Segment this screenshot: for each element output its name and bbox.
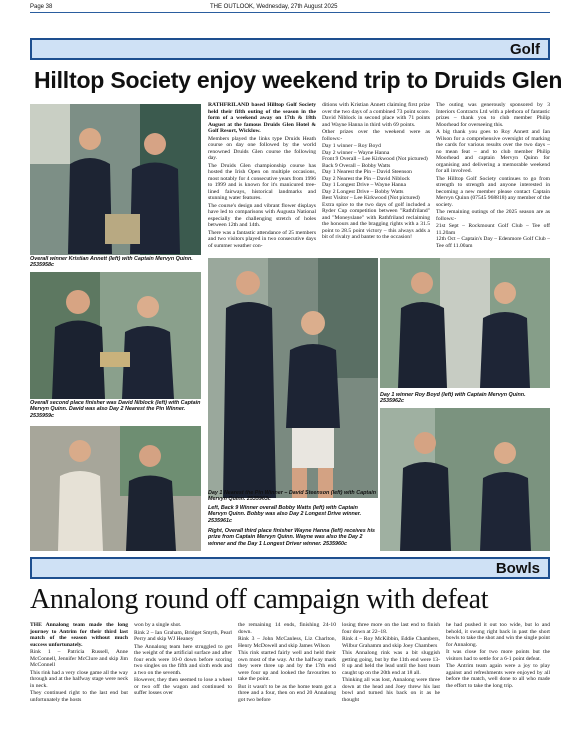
golf-paragraph: There was a fantastic attendance of 25 members and two visitors played in two consecutive days of summer weather con- bbox=[208, 229, 316, 249]
bowls-paragraph: It was close for two more points but the visitors had to settle for a 6-1 point defeat. bbox=[446, 649, 550, 662]
golf-prize-line: Back 9 Overall – Bobby Watts bbox=[322, 162, 391, 169]
golf-text-column-2 bbox=[322, 102, 430, 257]
photo-kristian-annett bbox=[30, 104, 201, 255]
bowls-paragraph: They continued right to the last end but unfortunately the hosts bbox=[30, 690, 128, 703]
golf-paragraph: Members played the links type Druids Heath course on day one followed by the world renowned Druids Glen course the following day. bbox=[208, 135, 316, 161]
golf-text-column-3 bbox=[436, 102, 550, 257]
golf-headline: Hilltop Society enjoy weekend trip to Druids Glen bbox=[34, 67, 563, 93]
golf-prize-line: Day 1 Longest Drive – Wayne Hanna bbox=[322, 182, 406, 188]
bowls-paragraph: However, they then seemed to lose a wheel or two off the wagon and continued to suffer losses over bbox=[134, 677, 232, 696]
golf-prize-line: Day 2 Longest Drive – Bobby Watts bbox=[322, 188, 404, 195]
golf-text-column-1 bbox=[208, 102, 316, 257]
bowls-paragraph: This Annalong rink was a bit sluggish getting going, but by the 11th end were 13-8 up and held the lead until the host team caught up on the 20th end at 18 all. bbox=[342, 650, 440, 676]
golf-paragraph: Extra spice to the two days of golf included a Ryder Cup competition between "Rathfriland" and "Moneyslane" with Rathfriland reclaiming the honours and the bragging rights with a 31.5 point to 28.5 point victory – this always adds a bit of rivalry and banter to the occasion! bbox=[322, 201, 430, 240]
golf-paragraph: ditions with Kristian Annett claiming first prize over the two days of a combined 73 point score. David Niblock in second place with 71 points and Wayne Hanna in third with 69 points. bbox=[322, 102, 430, 128]
bowls-paragraph: Thinking all was lost, Annalong were three down at the head and Joey threw his last bowl and turned his back on it as he thought bbox=[342, 677, 440, 703]
bowls-paragraph: THE Annalong team made the long journey to Antrim for their third last match of the season without much success unfortunately. bbox=[30, 622, 128, 648]
golf-fixture-line: 12th Oct – Captain's Day – Edenmore Golf Club – Tee off 11.00am bbox=[436, 236, 550, 249]
bowls-section-bar bbox=[30, 557, 550, 579]
golf-paragraph: A big thank you goes to Roy Annett and Ian Wilson for a comprehensive oversight of marking the cards for various results over the two days – no mean feat – and to club member Philip Moorhead and captain Mervyn Quinn for organising and delivering a memorable weekend for all involved. bbox=[436, 129, 550, 174]
bowls-paragraph: But it wasn't to be as the home team got a three and a four, then on end 20 Annalong got two before bbox=[238, 683, 336, 703]
golf-paragraph: The Hilltop Golf Society continues to go from strength to strength and anyone interested in becoming a new member please contact Captain Mervyn Quinn (07545 968818) any member of the society. bbox=[436, 175, 550, 208]
bowls-paragraph: The Antrim team again were a joy to play against and refreshments were enjoyed by all before the match, well done to all who made the effort to take the long trip. bbox=[446, 663, 550, 689]
caption-david-steenson: Day 1 Nearest the Pin Winner – David Steenson (left) with Captain Mervyn Quinn. 2535963c bbox=[208, 490, 376, 503]
golf-prize-line: Day 1 Nearest the Pin – David Steenson bbox=[322, 169, 412, 175]
bowls-section-label: Bowls bbox=[495, 560, 540, 577]
golf-paragraph: RATHFRILAND based Hilltop Golf Society held their fifth outing of the season in the form of a weekend away on 17th & 18th August at the famous Druids Glen Hotel & Golf Resort, Wicklow. bbox=[208, 102, 316, 134]
golf-section-bar bbox=[30, 38, 550, 60]
bowls-paragraph: This rink had a very close game all the way through and at the halfway stage were neck in neck. bbox=[30, 669, 128, 689]
caption-kristian-annett: Overall winner Kristian Annett (left) with Captain Mervyn Quinn. 2535958c bbox=[30, 256, 193, 269]
bowls-paragraph: This rink started fairly well and held their own most of the way. At the halfway mark they were three up and by the 17th end were four up and looked the favourites to take the point. bbox=[238, 650, 336, 682]
top-rule bbox=[30, 12, 550, 13]
golf-section-label: Golf bbox=[510, 41, 540, 58]
bowls-paragraph: he had pushed it out too wide, but lo and behold, it swung right back in past the short bowls to take the shot and win the single point for Annalong. bbox=[446, 622, 550, 648]
golf-prize-line: Day 2 Nearest the Pin – David Niblock bbox=[322, 175, 410, 182]
photo-wayne-hanna bbox=[380, 408, 550, 551]
caption-roy-boyd: Day 1 winner Roy Boyd (left) with Captain Mervyn Quinn. 2535962c bbox=[380, 392, 526, 405]
golf-prize-line: Best Visitor – Lee Kirkwood (Not pictured) bbox=[322, 195, 420, 201]
golf-prize-line: Day 1 winner – Roy Boyd bbox=[322, 143, 381, 149]
bowls-text-column-5 bbox=[446, 622, 550, 734]
golf-paragraph: The course's design and vibrant flower displays have led to comparisons with Augusta National especially the challenging stretch of holes between 12th and 14th. bbox=[208, 202, 316, 228]
golf-paragraph: Other prizes over the weekend were as follows:- bbox=[322, 129, 430, 142]
bowls-paragraph: losing three more on the last end to finish four down at 22–18. bbox=[342, 622, 440, 635]
golf-prize-line: Day 2 winner – Wayne Hanna bbox=[322, 149, 390, 156]
bowls-paragraph: the remaining 14 ends, finishing 24-10 down. bbox=[238, 622, 336, 635]
bowls-text-column-2 bbox=[134, 622, 232, 734]
golf-paragraph: The remaining outings of the 2025 season are as follows:- bbox=[436, 209, 550, 222]
golf-paragraph: The Druids Glen championship course has hosted the Irish Open on multiple occasions, most notably for 4 consecutive years from 1996 to 1999 and is known for it's manicured tree-lined fairways, historical landmarks and stunning water features. bbox=[208, 162, 316, 201]
caption-bobby-watts: Left, Back 9 Winner overall Bobby Watts (left) with Captain Mervyn Quinn. Bobby was also Day 2 Longest Drive winner. 2535961c bbox=[208, 505, 362, 524]
golf-paragraph: The outing was generously sponsored by 3 Interiors Contracts Ltd with a plethora of fantastic prizes – thank you to club member Philip Moorhead for overseeing this. bbox=[436, 102, 550, 128]
bowls-paragraph: Rink 2 – Ian Graham, Bridget Smyth, Pearl Perry and skip WJ Heaney bbox=[134, 629, 232, 642]
page-number: Page 38 bbox=[30, 4, 53, 10]
photo-david-steenson bbox=[30, 426, 201, 551]
bowls-headline: Annalong round off campaign with defeat bbox=[30, 584, 489, 615]
masthead-date: THE OUTLOOK, Wednesday, 27th August 2025 bbox=[210, 4, 338, 10]
caption-wayne-hanna: Right, Overall third place finisher Wayne Hanna (left) receives his prize from Captain Mervyn Quinn. Wayne was also the Day 2 winner and the Day 1 Longest Driver winner. 2535960c bbox=[208, 528, 376, 547]
bowls-paragraph: The Annalong team here struggled to get the weight of the artificial surface and after four ends were 10-0 down before scoring two singles on the fifth and sixth ends and a two on the seventh. bbox=[134, 643, 232, 676]
photo-bobby-watts bbox=[208, 258, 378, 498]
bowls-paragraph: Rink 1 – Patricia Russell, Anne McConnell, Jennifer McClure and skip Jim McConnell bbox=[30, 649, 128, 668]
caption-david-niblock: Overall second place finisher was David Niblock (left) with Captain Mervyn Quinn. David was also Day 2 Nearest the Pin Winner. 2535959c bbox=[30, 400, 201, 419]
bowls-paragraph: Rink 3 – John McCanless, Liz Charlton, Henry McDowell and skip James Wilson bbox=[238, 636, 336, 649]
bowls-text-column-1 bbox=[30, 622, 128, 734]
photo-roy-boyd bbox=[380, 258, 550, 388]
bowls-text-column-3 bbox=[238, 622, 336, 734]
golf-fixture-line: 21st Sept – Rockmount Golf Club – Tee off 11.20am bbox=[436, 223, 550, 236]
bowls-text-column-4 bbox=[342, 622, 440, 734]
bowls-paragraph: won by a single shot. bbox=[134, 622, 182, 628]
bowls-paragraph: Rink 4 – Roy McKibbin, Eddie Chambers, Wilbur Grahamm and skip Joey Chambers bbox=[342, 636, 440, 649]
golf-prize-line: Front 9 Overall – Lee Kirkwood (Not pictured) bbox=[322, 156, 428, 162]
photo-david-niblock bbox=[30, 272, 201, 399]
